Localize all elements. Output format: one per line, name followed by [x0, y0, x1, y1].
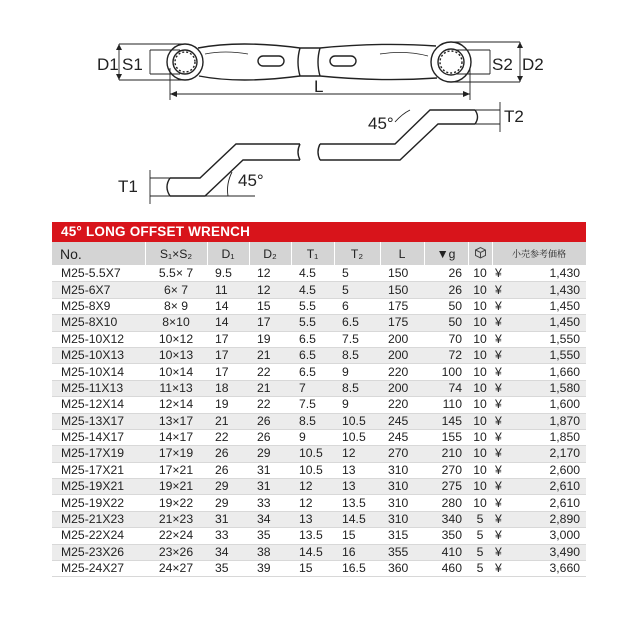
cell-size: 24×27: [145, 561, 207, 577]
cell-model: M25-5.5X7: [52, 266, 145, 282]
cell-qty: 10: [468, 495, 492, 511]
label-d2: D2: [522, 55, 544, 74]
cell-weight: 340: [424, 511, 468, 527]
price-value: 2,170: [549, 446, 580, 461]
cell-qty: 10: [468, 446, 492, 462]
cell-price: [492, 528, 586, 544]
cell-t1: 7: [291, 380, 334, 396]
cell-size: 19×21: [145, 479, 207, 495]
price-value: 2,610: [549, 479, 580, 494]
cell-t1: 13: [291, 511, 334, 527]
cell-model: M25-10X14: [52, 364, 145, 380]
yen-symbol: ¥: [495, 495, 502, 510]
label-d1: D1: [97, 55, 119, 74]
cell-t1: 14.5: [291, 544, 334, 560]
header-t2: T₂: [334, 242, 380, 266]
right-ring-outer: [431, 42, 471, 82]
price-value: 1,550: [549, 348, 580, 363]
cell-d1: 33: [207, 528, 249, 544]
cell-model: M25-8X9: [52, 298, 145, 314]
shaft-outline-top: [198, 44, 436, 48]
cell-t2: 13: [334, 462, 380, 478]
yen-symbol: ¥: [495, 462, 502, 477]
cell-weight: 110: [424, 397, 468, 413]
yen-symbol: ¥: [495, 331, 502, 346]
spec-table: [52, 242, 587, 577]
price-value: 1,580: [549, 380, 580, 395]
cell-length: 310: [380, 511, 424, 527]
yen-symbol: ¥: [495, 266, 502, 281]
cell-d2: 19: [249, 331, 291, 347]
cell-size: 21×23: [145, 511, 207, 527]
yen-symbol: ¥: [495, 364, 502, 379]
yen-symbol: ¥: [495, 380, 502, 395]
cell-t2: 16.5: [334, 561, 380, 577]
cell-size: 23×26: [145, 544, 207, 560]
price-value: 1,430: [549, 282, 580, 297]
cell-t2: 8.5: [334, 380, 380, 396]
cell-d2: 12: [249, 282, 291, 298]
cell-d1: 11: [207, 282, 249, 298]
cell-size: 14×17: [145, 429, 207, 445]
cell-d1: 19: [207, 397, 249, 413]
cell-t2: 14.5: [334, 511, 380, 527]
label-l: L: [314, 77, 324, 96]
cell-d2: 26: [249, 429, 291, 445]
cell-qty: 10: [468, 282, 492, 298]
label-angle-top: 45°: [368, 114, 394, 133]
cell-d1: 26: [207, 462, 249, 478]
cell-length: 200: [380, 331, 424, 347]
cell-d2: 21: [249, 380, 291, 396]
table-row: [52, 347, 586, 363]
price-value: 1,600: [549, 397, 580, 412]
cell-d1: 17: [207, 347, 249, 363]
cell-model: M25-17X21: [52, 462, 145, 478]
header-qty: [468, 242, 492, 266]
cell-qty: 10: [468, 397, 492, 413]
yen-symbol: ¥: [495, 479, 502, 494]
cell-weight: 210: [424, 446, 468, 462]
cell-d1: 21: [207, 413, 249, 429]
spec-table-section: [52, 222, 586, 577]
cell-d2: 31: [249, 479, 291, 495]
header-price: 小売参考価格: [492, 242, 586, 266]
price-value: 1,660: [549, 364, 580, 379]
cell-qty: 5: [468, 511, 492, 527]
cell-size: 5.5× 7: [145, 266, 207, 282]
table-row: [52, 446, 586, 462]
cell-d2: 31: [249, 462, 291, 478]
cell-length: 355: [380, 544, 424, 560]
shaft-slot-right: [330, 56, 356, 66]
cell-d1: 29: [207, 479, 249, 495]
cell-size: 11×13: [145, 380, 207, 396]
wrench-top-view: [167, 42, 471, 82]
price-value: 3,660: [549, 561, 580, 576]
cell-t2: 13.5: [334, 495, 380, 511]
cell-d1: 14: [207, 315, 249, 331]
price-value: 1,450: [549, 315, 580, 330]
cell-t1: 6.5: [291, 364, 334, 380]
cell-price: [492, 544, 586, 560]
yen-symbol: ¥: [495, 528, 502, 543]
yen-symbol: ¥: [495, 298, 502, 313]
cell-t1: 12: [291, 495, 334, 511]
cell-qty: 10: [468, 429, 492, 445]
header-t1: T₁: [291, 242, 334, 266]
yen-symbol: ¥: [495, 446, 502, 461]
label-s1: S1: [122, 55, 143, 74]
cell-size: 17×19: [145, 446, 207, 462]
cell-qty: 5: [468, 561, 492, 577]
price-value: 1,430: [549, 266, 580, 281]
cell-model: M25-11X13: [52, 380, 145, 396]
cell-size: 10×13: [145, 347, 207, 363]
cell-d1: 34: [207, 544, 249, 560]
cell-t2: 5: [334, 266, 380, 282]
cell-length: 245: [380, 413, 424, 429]
cell-model: M25-6X7: [52, 282, 145, 298]
cell-price: [492, 298, 586, 314]
cell-price: [492, 511, 586, 527]
cell-t2: 5: [334, 282, 380, 298]
cell-length: 270: [380, 446, 424, 462]
cell-qty: 5: [468, 528, 492, 544]
cell-model: M25-10X12: [52, 331, 145, 347]
cell-t1: 8.5: [291, 413, 334, 429]
table-row: [52, 331, 586, 347]
cell-model: M25-19X21: [52, 479, 145, 495]
cell-t1: 9: [291, 429, 334, 445]
label-s2: S2: [492, 55, 513, 74]
cell-price: [492, 266, 586, 282]
cell-length: 175: [380, 298, 424, 314]
price-value: 3,000: [549, 528, 580, 543]
cell-t2: 13: [334, 479, 380, 495]
cell-d1: 17: [207, 364, 249, 380]
cell-length: 220: [380, 364, 424, 380]
cell-d1: 9.5: [207, 266, 249, 282]
cell-t1: 6.5: [291, 347, 334, 363]
cell-t2: 8.5: [334, 347, 380, 363]
price-value: 1,850: [549, 430, 580, 445]
right-ring-inner: [438, 49, 464, 75]
price-value: 2,610: [549, 495, 580, 510]
cell-length: 310: [380, 462, 424, 478]
cell-qty: 5: [468, 544, 492, 560]
yen-symbol: ¥: [495, 282, 502, 297]
cell-qty: 10: [468, 380, 492, 396]
cell-length: 200: [380, 380, 424, 396]
table-row: [52, 528, 586, 544]
cell-qty: 10: [468, 315, 492, 331]
cell-t1: 10.5: [291, 446, 334, 462]
cell-d2: 15: [249, 298, 291, 314]
cell-t1: 4.5: [291, 282, 334, 298]
cell-qty: 10: [468, 479, 492, 495]
yen-symbol: ¥: [495, 512, 502, 527]
cell-price: [492, 462, 586, 478]
table-row: [52, 479, 586, 495]
cell-t2: 10.5: [334, 429, 380, 445]
cell-price: [492, 315, 586, 331]
cell-model: M25-8X10: [52, 315, 145, 331]
yen-symbol: ¥: [495, 561, 502, 576]
yen-symbol: ¥: [495, 315, 502, 330]
table-row: [52, 429, 586, 445]
cell-weight: 275: [424, 479, 468, 495]
product-banner: 45° LONG OFFSET WRENCH: [52, 222, 586, 242]
cell-size: 13×17: [145, 413, 207, 429]
table-row: [52, 495, 586, 511]
cell-length: 220: [380, 397, 424, 413]
cell-weight: 155: [424, 429, 468, 445]
cell-t2: 15: [334, 528, 380, 544]
shaft-slot-left: [258, 56, 284, 66]
cell-qty: 10: [468, 331, 492, 347]
cell-weight: 50: [424, 315, 468, 331]
label-t1: T1: [118, 177, 138, 196]
table-row: [52, 266, 586, 282]
cell-d2: 17: [249, 315, 291, 331]
yen-symbol: ¥: [495, 544, 502, 559]
price-value: 1,450: [549, 298, 580, 313]
cell-d1: 22: [207, 429, 249, 445]
header-d1: D₁: [207, 242, 249, 266]
header-d2: D₂: [249, 242, 291, 266]
cell-d2: 33: [249, 495, 291, 511]
cell-qty: 10: [468, 413, 492, 429]
cell-t2: 10.5: [334, 413, 380, 429]
cell-weight: 410: [424, 544, 468, 560]
cell-d2: 39: [249, 561, 291, 577]
cell-qty: 10: [468, 364, 492, 380]
cell-d1: 26: [207, 446, 249, 462]
cell-weight: 350: [424, 528, 468, 544]
cell-d2: 35: [249, 528, 291, 544]
cell-d2: 38: [249, 544, 291, 560]
table-row: [52, 298, 586, 314]
cell-size: 12×14: [145, 397, 207, 413]
cell-t2: 9: [334, 364, 380, 380]
yen-symbol: ¥: [495, 397, 502, 412]
cell-model: M25-12X14: [52, 397, 145, 413]
cell-size: 22×24: [145, 528, 207, 544]
table-row: [52, 561, 586, 577]
table-row: [52, 380, 586, 396]
price-value: 2,600: [549, 462, 580, 477]
cell-length: 360: [380, 561, 424, 577]
cell-d1: 14: [207, 298, 249, 314]
table-row: [52, 364, 586, 380]
cell-length: 150: [380, 266, 424, 282]
cell-weight: 74: [424, 380, 468, 396]
cell-t2: 16: [334, 544, 380, 560]
cell-qty: 10: [468, 298, 492, 314]
cell-price: [492, 364, 586, 380]
cell-price: [492, 479, 586, 495]
cell-price: [492, 561, 586, 577]
header-model: No.: [52, 242, 145, 266]
cell-weight: 70: [424, 331, 468, 347]
cell-length: 200: [380, 347, 424, 363]
cell-d2: 34: [249, 511, 291, 527]
table-row: [52, 544, 586, 560]
cell-model: M25-17X19: [52, 446, 145, 462]
cell-d1: 35: [207, 561, 249, 577]
label-angle-bottom: 45°: [238, 171, 264, 190]
cell-t1: 6.5: [291, 331, 334, 347]
cell-model: M25-23X26: [52, 544, 145, 560]
price-value: 2,890: [549, 512, 580, 527]
header-l: L: [380, 242, 424, 266]
price-value: 3,490: [549, 544, 580, 559]
cell-weight: 26: [424, 282, 468, 298]
cell-weight: 50: [424, 298, 468, 314]
cell-d2: 22: [249, 397, 291, 413]
cell-qty: 10: [468, 347, 492, 363]
table-row: [52, 315, 586, 331]
cell-t1: 5.5: [291, 298, 334, 314]
cell-t2: 6.5: [334, 315, 380, 331]
box-icon: [474, 246, 487, 259]
cell-t1: 15: [291, 561, 334, 577]
cell-price: [492, 331, 586, 347]
cell-weight: 145: [424, 413, 468, 429]
table-row: [52, 511, 586, 527]
cell-length: 245: [380, 429, 424, 445]
cell-model: M25-14X17: [52, 429, 145, 445]
cell-d1: 18: [207, 380, 249, 396]
cell-d2: 12: [249, 266, 291, 282]
cell-d2: 22: [249, 364, 291, 380]
wrench-side-view: [167, 110, 478, 196]
label-t2: T2: [504, 107, 524, 126]
cell-d2: 29: [249, 446, 291, 462]
cell-length: 310: [380, 495, 424, 511]
cell-size: 10×14: [145, 364, 207, 380]
cell-t2: 6: [334, 298, 380, 314]
price-value: 1,550: [549, 331, 580, 346]
cell-price: [492, 429, 586, 445]
cell-price: [492, 413, 586, 429]
header-size: S₁×S₂: [145, 242, 207, 266]
cell-t1: 12: [291, 479, 334, 495]
cell-size: 6× 7: [145, 282, 207, 298]
cell-t2: 12: [334, 446, 380, 462]
cell-model: M25-10X13: [52, 347, 145, 363]
header-weight: ▼g: [424, 242, 468, 266]
price-value: 1,870: [549, 413, 580, 428]
cell-weight: 100: [424, 364, 468, 380]
cell-weight: 72: [424, 347, 468, 363]
table-row: [52, 397, 586, 413]
cell-price: [492, 282, 586, 298]
cell-weight: 270: [424, 462, 468, 478]
cell-t1: 10.5: [291, 462, 334, 478]
cell-size: 19×22: [145, 495, 207, 511]
cell-d1: 29: [207, 495, 249, 511]
cell-t1: 13.5: [291, 528, 334, 544]
cell-d2: 21: [249, 347, 291, 363]
cell-length: 315: [380, 528, 424, 544]
cell-price: [492, 495, 586, 511]
yen-symbol: ¥: [495, 348, 502, 363]
cell-price: [492, 446, 586, 462]
cell-length: 175: [380, 315, 424, 331]
cell-qty: 10: [468, 462, 492, 478]
table-row: [52, 282, 586, 298]
cell-model: M25-22X24: [52, 528, 145, 544]
cell-d2: 26: [249, 413, 291, 429]
cell-weight: 26: [424, 266, 468, 282]
wrench-diagram: [0, 0, 635, 222]
cell-price: [492, 380, 586, 396]
cell-model: M25-24X27: [52, 561, 145, 577]
cell-size: 17×21: [145, 462, 207, 478]
yen-symbol: ¥: [495, 413, 502, 428]
cell-size: 8×10: [145, 315, 207, 331]
cell-weight: 460: [424, 561, 468, 577]
cell-t1: 7.5: [291, 397, 334, 413]
cell-model: M25-13X17: [52, 413, 145, 429]
yen-symbol: ¥: [495, 430, 502, 445]
cell-size: 10×12: [145, 331, 207, 347]
cell-t2: 7.5: [334, 331, 380, 347]
cell-t1: 4.5: [291, 266, 334, 282]
cell-length: 310: [380, 479, 424, 495]
cell-qty: 10: [468, 266, 492, 282]
cell-d1: 31: [207, 511, 249, 527]
cell-model: M25-21X23: [52, 511, 145, 527]
cell-price: [492, 397, 586, 413]
table-header-row: [52, 242, 586, 266]
cell-price: [492, 347, 586, 363]
table-row: [52, 413, 586, 429]
cell-size: 8× 9: [145, 298, 207, 314]
cell-length: 150: [380, 282, 424, 298]
table-row: [52, 462, 586, 478]
cell-weight: 280: [424, 495, 468, 511]
left-ring-inner: [173, 50, 197, 74]
cell-t1: 5.5: [291, 315, 334, 331]
cell-d1: 17: [207, 331, 249, 347]
cell-t2: 9: [334, 397, 380, 413]
cell-model: M25-19X22: [52, 495, 145, 511]
